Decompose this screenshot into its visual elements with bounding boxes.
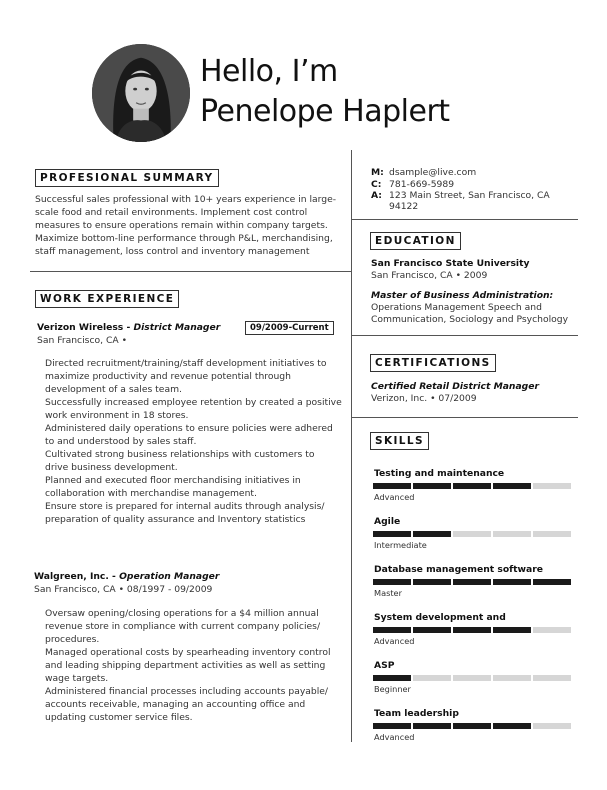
skill-level-label: Advanced bbox=[374, 636, 415, 646]
summary-line: Maximize bottom-line performance through P&L, merchandising, bbox=[35, 233, 333, 244]
skill-bar-segment bbox=[413, 675, 451, 681]
list-item: Directed recruitment/training/staff development initiatives to bbox=[45, 358, 327, 369]
skill-bar-segment bbox=[453, 675, 491, 681]
skill-bar-segment bbox=[373, 627, 411, 633]
skill-bar-segment bbox=[493, 531, 531, 537]
skill-level-bar bbox=[373, 627, 571, 633]
contact-phone: C: 781-669-5989 bbox=[371, 179, 455, 190]
skill-bar-segment bbox=[413, 531, 451, 537]
right-divider-certifications bbox=[352, 417, 578, 418]
profile-photo bbox=[92, 44, 190, 142]
skill-name: System development and bbox=[374, 612, 506, 623]
skill-bar-segment bbox=[453, 627, 491, 633]
list-item: Administered financial processes including accounts payable/ bbox=[45, 686, 329, 697]
skill-bar-segment bbox=[533, 675, 571, 681]
list-item: maximize productivity and revenue potential through bbox=[45, 371, 291, 382]
skill-bar-segment bbox=[493, 483, 531, 489]
list-item: drive business development. bbox=[45, 462, 178, 473]
list-item: preparation of quality assurance and Inventory statistics bbox=[45, 514, 306, 525]
job-title-line: Walgreen, Inc. - Operation Manager bbox=[34, 571, 220, 582]
job-location: San Francisco, CA • 08/1997 - 09/2009 bbox=[34, 584, 213, 595]
degree-line: Communication, Sociology and Psychology bbox=[371, 314, 569, 325]
skill-bar-segment bbox=[533, 483, 571, 489]
skill-level-label: Master bbox=[374, 588, 402, 598]
skill-bar-segment bbox=[453, 579, 491, 585]
experience-heading: WORK EXPERIENCE bbox=[35, 290, 179, 308]
job-title-line: Verizon Wireless - District Manager bbox=[37, 322, 221, 333]
skill-bar-segment bbox=[493, 723, 531, 729]
right-divider-contact bbox=[352, 219, 578, 220]
skill-level-label: Beginner bbox=[374, 684, 411, 694]
summary-text bbox=[35, 193, 345, 258]
contact-email: M: dsample@live.com bbox=[371, 167, 477, 178]
list-item: development of a sales team. bbox=[45, 384, 182, 395]
skill-name: ASP bbox=[374, 660, 395, 671]
skill-bar-segment bbox=[413, 579, 451, 585]
list-item: procedures. bbox=[45, 634, 100, 645]
full-name: Penelope Haplert bbox=[200, 94, 450, 129]
certification-title: Certified Retail District Manager bbox=[371, 381, 539, 392]
list-item: updating customer service files. bbox=[45, 712, 193, 723]
certifications-heading: CERTIFICATIONS bbox=[370, 354, 496, 372]
skill-bar-segment bbox=[453, 723, 491, 729]
skill-bar-segment bbox=[373, 531, 411, 537]
list-item: and leading shipping department activities as well as setting bbox=[45, 660, 326, 671]
summary-line: staff management, loss control and inventory management bbox=[35, 246, 310, 257]
page-title bbox=[200, 52, 450, 132]
contact-address-zip: 94122 bbox=[389, 201, 419, 212]
skill-level-label: Intermediate bbox=[374, 540, 427, 550]
skill-level-bar bbox=[373, 675, 571, 681]
list-item: work environment in 18 stores. bbox=[45, 410, 189, 421]
job-dates-badge: 09/2009-Current bbox=[245, 321, 334, 335]
summary-line: scale food and retail environments. Implement cost control bbox=[35, 207, 308, 218]
contact-address: A: 123 Main Street, San Francisco, CA bbox=[371, 190, 550, 201]
summary-heading: PROFESIONAL SUMMARY bbox=[35, 169, 219, 187]
job-location: San Francisco, CA • bbox=[37, 335, 127, 346]
list-item: Oversaw opening/closing operations for a $4 million annual bbox=[45, 608, 319, 619]
skill-bar-segment bbox=[493, 627, 531, 633]
greeting: Hello, I’m bbox=[200, 54, 338, 89]
list-item: accounts receivable, managing an accounting office and bbox=[45, 699, 306, 710]
skill-bar-segment bbox=[493, 675, 531, 681]
skill-bar-segment bbox=[533, 723, 571, 729]
school-name: San Francisco State University bbox=[371, 258, 530, 269]
skill-bar-segment bbox=[373, 483, 411, 489]
list-item: Successfully increased employee retention by created a positive bbox=[45, 397, 342, 408]
skill-bar-segment bbox=[453, 483, 491, 489]
skill-bar-segment bbox=[533, 627, 571, 633]
list-item: collaboration with merchandise management. bbox=[45, 488, 257, 499]
column-divider bbox=[351, 150, 352, 742]
skill-bar-segment bbox=[453, 531, 491, 537]
skill-bar-segment bbox=[533, 579, 571, 585]
degree-title: Master of Business Administration: bbox=[371, 290, 554, 301]
skill-name: Agile bbox=[374, 516, 401, 527]
job-bullets bbox=[45, 357, 345, 526]
skill-name: Database management software bbox=[374, 564, 543, 575]
summary-line: Successful sales professional with 10+ years experience in large- bbox=[35, 194, 337, 205]
list-item: wage targets. bbox=[45, 673, 109, 684]
skill-name: Team leadership bbox=[374, 708, 459, 719]
list-item: to and understood by sales staff. bbox=[45, 436, 197, 447]
degree-line: Operations Management Speech and bbox=[371, 302, 542, 313]
skill-level-label: Advanced bbox=[374, 732, 415, 742]
skill-bar-segment bbox=[413, 723, 451, 729]
certification-meta: Verizon, Inc. • 07/2009 bbox=[371, 393, 477, 404]
education-heading: EDUCATION bbox=[370, 232, 461, 250]
skill-name: Testing and maintenance bbox=[374, 468, 505, 479]
list-item: revenue store in compliance with current company policies/ bbox=[45, 621, 321, 632]
list-item: Ensure store is prepared for internal audits through analysis/ bbox=[45, 501, 325, 512]
summary-line: measures to ensure operations remain within company targets. bbox=[35, 220, 328, 231]
job-bullets bbox=[45, 607, 345, 724]
skill-level-bar bbox=[373, 579, 571, 585]
list-item: Managed operational costs by spearheading inventory control bbox=[45, 647, 331, 658]
skill-bar-segment bbox=[373, 579, 411, 585]
list-item: Planned and executed floor merchandising initiatives in bbox=[45, 475, 301, 486]
skill-bar-segment bbox=[533, 531, 571, 537]
list-item: Cultivated strong business relationships with customers to bbox=[45, 449, 315, 460]
skill-level-bar bbox=[373, 531, 571, 537]
skill-bar-segment bbox=[413, 627, 451, 633]
skill-level-bar bbox=[373, 483, 571, 489]
left-divider-summary bbox=[30, 271, 351, 272]
skill-bar-segment bbox=[413, 483, 451, 489]
skills-heading: SKILLS bbox=[370, 432, 429, 450]
skill-level-label: Advanced bbox=[374, 492, 415, 502]
school-meta: San Francisco, CA • 2009 bbox=[371, 270, 488, 281]
right-divider-education bbox=[352, 335, 578, 336]
list-item: Administered daily operations to ensure policies were adhered bbox=[45, 423, 333, 434]
skill-bar-segment bbox=[493, 579, 531, 585]
skill-level-bar bbox=[373, 723, 571, 729]
skill-bar-segment bbox=[373, 723, 411, 729]
skill-bar-segment bbox=[373, 675, 411, 681]
